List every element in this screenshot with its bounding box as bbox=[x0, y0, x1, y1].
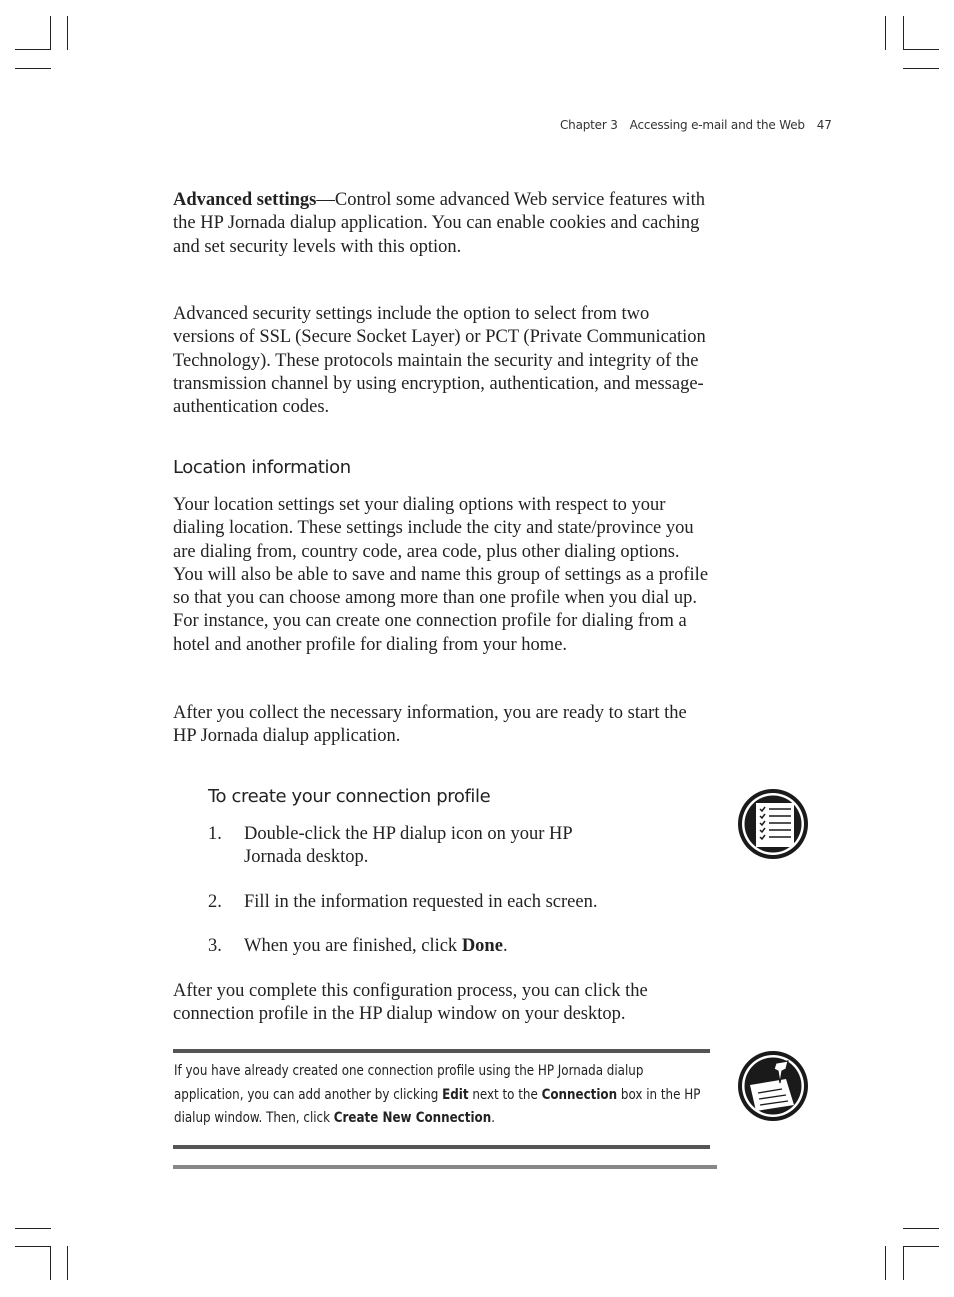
crop-mark bbox=[67, 16, 68, 50]
crop-mark bbox=[903, 16, 904, 50]
crop-mark bbox=[67, 1246, 68, 1280]
header-chapter: Chapter 3 bbox=[560, 118, 618, 132]
ready-paragraph: After you collect the necessary information, you are ready to start the HP Jornada dialup application. bbox=[173, 703, 687, 747]
crop-mark bbox=[50, 16, 51, 50]
crop-mark bbox=[903, 1228, 939, 1229]
header-title: Accessing e-mail and the Web bbox=[629, 118, 805, 132]
step-text: Fill in the information requested in each screen. bbox=[244, 892, 598, 912]
done-label: Done bbox=[461, 936, 503, 956]
edit-label: Edit bbox=[442, 1086, 469, 1103]
advanced-settings-text: —Control some advanced Web service features with the HP Jornada dialup application. You can enable cookies and caching and set security levels with this option. bbox=[173, 190, 705, 257]
note-text: If you have already created one connection profile using the HP Jornada dialup application, you can add another by clicking Edit next to the Connection box in the HP dialup window. Then, click Create New Connection. bbox=[174, 1063, 701, 1126]
crop-mark bbox=[15, 68, 51, 69]
advanced-settings-term: Advanced settings bbox=[173, 190, 317, 210]
checklist-icon bbox=[736, 787, 810, 861]
running-header bbox=[560, 118, 832, 132]
step-number: 3. bbox=[208, 936, 222, 956]
step-text: Double-click the HP dialup icon on your HP Jornada desktop. bbox=[244, 824, 572, 868]
note-top-rule bbox=[173, 1049, 710, 1053]
crop-mark bbox=[15, 1228, 51, 1229]
location-paragraph: Your location settings set your dialing options with respect to your dialing location. These settings include the city and state/province you are dialing from, country code, area code, plus other dialing options. You will also be able to save and name this group of settings as a profile so that you can choose among more than one profile when you dial up. For instance, you can create one connection profile for dialing from a hotel and another profile for dialing from your home. bbox=[173, 495, 709, 655]
connection-label: Connection bbox=[541, 1086, 618, 1103]
crop-mark bbox=[903, 68, 939, 69]
crop-mark bbox=[903, 49, 939, 50]
crop-mark bbox=[50, 1246, 51, 1280]
step-text bbox=[244, 935, 714, 958]
procedure-heading: To create your connection profile bbox=[208, 786, 491, 807]
create-new-connection-label: Create New Connection bbox=[333, 1110, 492, 1126]
step-number: 2. bbox=[208, 892, 222, 912]
note-bottom-rule bbox=[173, 1145, 710, 1149]
page-number: 47 bbox=[816, 118, 832, 132]
advanced-settings-paragraph bbox=[173, 189, 713, 259]
crop-mark bbox=[903, 1246, 904, 1280]
location-heading: Location information bbox=[173, 457, 351, 478]
step-text-before: When you are finished, click bbox=[244, 936, 462, 956]
crop-mark bbox=[15, 49, 51, 50]
crop-mark bbox=[885, 16, 886, 50]
crop-mark bbox=[15, 1246, 51, 1247]
section-bottom-rule bbox=[173, 1165, 717, 1169]
security-paragraph: Advanced security settings include the option to select from two versions of SSL (Secure Socket Layer) or PCT (Private Communication Technology). These protocols maintain the security and integrity of the transmission channel by using encryption, authentication, and message-authentication codes. bbox=[173, 304, 706, 418]
crop-mark bbox=[903, 1246, 939, 1247]
step-number: 1. bbox=[208, 824, 222, 844]
step-text-after: . bbox=[502, 936, 508, 956]
after-paragraph: After you complete this configuration process, you can click the connection profile in the HP dialup window on your desktop. bbox=[173, 981, 648, 1025]
pushpin-note-icon bbox=[736, 1049, 810, 1123]
crop-mark bbox=[885, 1246, 886, 1280]
